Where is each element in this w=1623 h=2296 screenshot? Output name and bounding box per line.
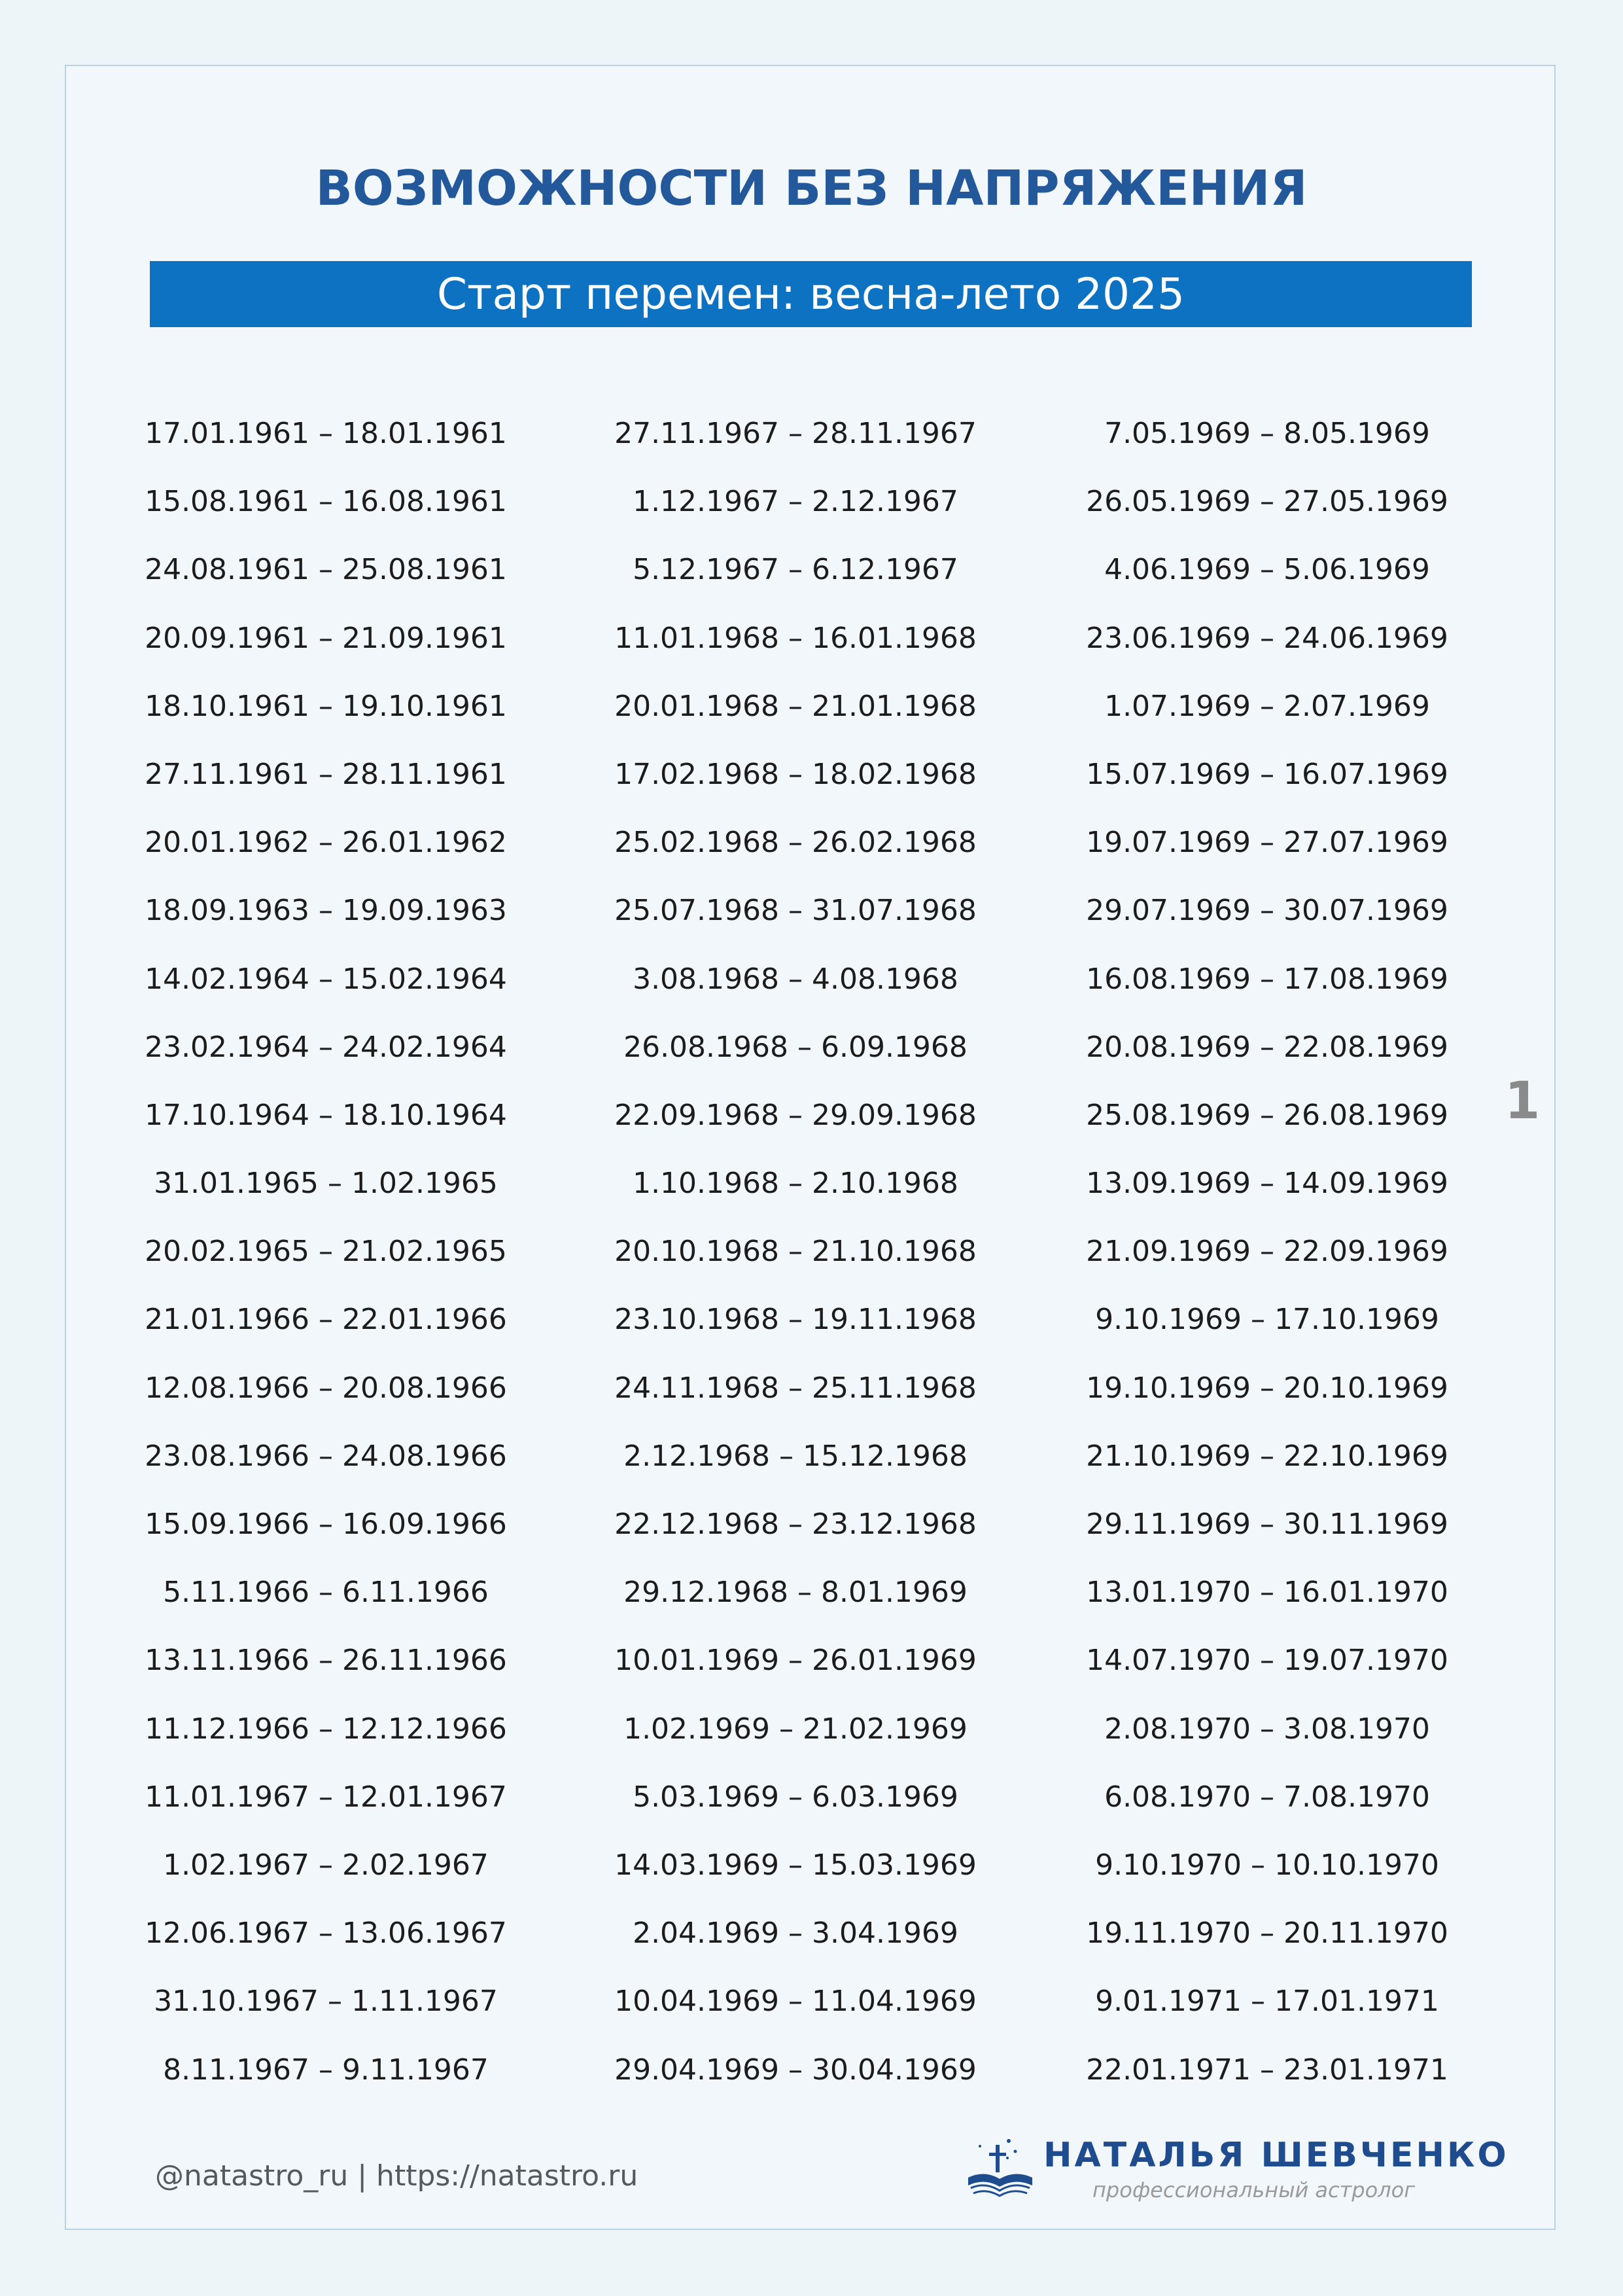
date-range-item: 23.06.1969 – 24.06.1969 — [1086, 621, 1448, 655]
date-range-item: 29.07.1969 – 30.07.1969 — [1086, 894, 1448, 928]
date-range-item: 14.02.1964 – 15.02.1964 — [145, 962, 507, 996]
date-range-item: 20.08.1969 – 22.08.1969 — [1086, 1030, 1448, 1064]
page-number: 1 — [1505, 1072, 1541, 1131]
date-range-item: 23.08.1966 – 24.08.1966 — [145, 1439, 507, 1473]
subtitle-banner: Старт перемен: весна-лето 2025 — [150, 261, 1472, 327]
date-range-item: 13.09.1969 – 14.09.1969 — [1086, 1167, 1448, 1201]
dates-column-2 — [612, 412, 979, 2117]
date-range-item: 9.01.1971 – 17.01.1971 — [1095, 1985, 1439, 2019]
date-range-item: 22.09.1968 – 29.09.1968 — [614, 1098, 977, 1132]
date-range-item: 2.12.1968 – 15.12.1968 — [623, 1439, 968, 1473]
date-range-item: 2.08.1970 – 3.08.1970 — [1104, 1712, 1430, 1746]
date-range-item: 1.07.1969 – 2.07.1969 — [1104, 689, 1430, 723]
date-range-item: 27.11.1961 – 28.11.1961 — [145, 757, 507, 791]
date-range-item: 31.10.1967 – 1.11.1967 — [154, 1985, 498, 2019]
date-range-item: 16.08.1969 – 17.08.1969 — [1086, 962, 1448, 996]
date-range-item: 21.01.1966 – 22.01.1966 — [145, 1303, 507, 1337]
book-with-moon-and-stars-icon — [962, 2132, 1040, 2204]
date-range-item: 1.02.1969 – 21.02.1969 — [623, 1712, 968, 1746]
date-range-item: 24.11.1968 – 25.11.1968 — [614, 1371, 977, 1405]
date-range-item: 4.06.1969 – 5.06.1969 — [1104, 553, 1430, 587]
date-range-item: 18.10.1961 – 19.10.1961 — [145, 689, 507, 723]
date-range-item: 6.08.1970 – 7.08.1970 — [1104, 1780, 1430, 1814]
date-range-item: 19.10.1969 – 20.10.1969 — [1086, 1371, 1448, 1405]
date-range-item: 17.10.1964 – 18.10.1964 — [145, 1098, 507, 1132]
date-range-item: 21.09.1969 – 22.09.1969 — [1086, 1235, 1448, 1269]
date-range-item: 31.01.1965 – 1.02.1965 — [154, 1167, 498, 1201]
date-range-item: 11.01.1968 – 16.01.1968 — [614, 621, 977, 655]
date-range-item: 21.10.1969 – 22.10.1969 — [1086, 1439, 1448, 1473]
brand-logo — [962, 2132, 1509, 2204]
date-range-item: 17.01.1961 – 18.01.1961 — [145, 417, 507, 450]
date-range-item: 26.08.1968 – 6.09.1968 — [623, 1030, 968, 1064]
date-range-item: 5.03.1969 – 6.03.1969 — [633, 1780, 958, 1814]
date-range-item: 25.07.1968 – 31.07.1968 — [614, 894, 977, 928]
date-range-item: 22.01.1971 – 23.01.1971 — [1086, 2053, 1448, 2087]
date-range-item: 15.07.1969 – 16.07.1969 — [1086, 757, 1448, 791]
date-range-item: 25.08.1969 – 26.08.1969 — [1086, 1098, 1448, 1132]
date-range-item: 5.11.1966 – 6.11.1966 — [163, 1576, 489, 1610]
dates-column-3 — [1084, 412, 1450, 2117]
date-range-item: 13.01.1970 – 16.01.1970 — [1086, 1576, 1448, 1610]
date-range-item: 7.05.1969 – 8.05.1969 — [1104, 417, 1430, 450]
date-range-item: 10.04.1969 – 11.04.1969 — [614, 1985, 977, 2019]
date-range-item: 25.02.1968 – 26.02.1968 — [614, 826, 977, 860]
date-range-item: 20.02.1965 – 21.02.1965 — [145, 1235, 507, 1269]
date-range-item: 12.06.1967 – 13.06.1967 — [145, 1916, 507, 1951]
date-range-item: 13.11.1966 – 26.11.1966 — [145, 1644, 507, 1678]
date-range-item: 1.12.1967 – 2.12.1967 — [633, 485, 958, 519]
date-range-item: 5.12.1967 – 6.12.1967 — [633, 553, 958, 587]
date-range-item: 8.11.1967 – 9.11.1967 — [163, 2053, 489, 2087]
date-range-item: 1.02.1967 – 2.02.1967 — [163, 1848, 489, 1882]
date-range-item: 20.10.1968 – 21.10.1968 — [614, 1235, 977, 1269]
date-range-item: 14.03.1969 – 15.03.1969 — [614, 1848, 977, 1882]
date-range-item: 18.09.1963 – 19.09.1963 — [145, 894, 507, 928]
date-range-item: 20.09.1961 – 21.09.1961 — [145, 621, 507, 655]
date-range-item: 14.07.1970 – 19.07.1970 — [1086, 1644, 1448, 1678]
date-range-item: 1.10.1968 – 2.10.1968 — [633, 1167, 958, 1201]
footer-links: @natastro_ru | https://natastro.ru — [155, 2159, 638, 2193]
date-range-item: 27.11.1967 – 28.11.1967 — [614, 417, 977, 450]
date-range-item: 17.02.1968 – 18.02.1968 — [614, 757, 977, 791]
date-range-item: 20.01.1962 – 26.01.1962 — [145, 826, 507, 860]
date-range-item: 29.11.1969 – 30.11.1969 — [1086, 1508, 1448, 1541]
date-range-item: 15.08.1961 – 16.08.1961 — [145, 485, 507, 519]
date-range-item: 26.05.1969 – 27.05.1969 — [1086, 485, 1448, 519]
date-range-item: 15.09.1966 – 16.09.1966 — [145, 1508, 507, 1541]
logo-tagline: профессиональный астролог — [1092, 2178, 1415, 2202]
logo-name: НАТАЛЬЯ ШЕВЧЕНКО — [1043, 2136, 1509, 2175]
date-range-item: 10.01.1969 – 26.01.1969 — [614, 1644, 977, 1678]
date-range-item: 11.01.1967 – 12.01.1967 — [145, 1780, 507, 1814]
date-range-item: 12.08.1966 – 20.08.1966 — [145, 1371, 507, 1405]
date-range-item: 20.01.1968 – 21.01.1968 — [614, 689, 977, 723]
date-range-item: 2.04.1969 – 3.04.1969 — [633, 1916, 958, 1951]
date-range-item: 3.08.1968 – 4.08.1968 — [633, 962, 958, 996]
date-range-item: 19.11.1970 – 20.11.1970 — [1086, 1916, 1448, 1951]
date-range-item: 9.10.1970 – 10.10.1970 — [1095, 1848, 1439, 1882]
dates-column-1 — [143, 412, 509, 2117]
date-range-item: 29.12.1968 – 8.01.1969 — [623, 1576, 968, 1610]
date-range-item: 24.08.1961 – 25.08.1961 — [145, 553, 507, 587]
date-range-item: 19.07.1969 – 27.07.1969 — [1086, 826, 1448, 860]
date-range-item: 23.02.1964 – 24.02.1964 — [145, 1030, 507, 1064]
page-title: ВОЗМОЖНОСТИ БЕЗ НАПРЯЖЕНИЯ — [315, 160, 1308, 217]
date-range-item: 22.12.1968 – 23.12.1968 — [614, 1508, 977, 1541]
date-range-item: 23.10.1968 – 19.11.1968 — [614, 1303, 977, 1337]
date-range-item: 11.12.1966 – 12.12.1966 — [145, 1712, 507, 1746]
date-range-item: 9.10.1969 – 17.10.1969 — [1095, 1303, 1439, 1337]
date-range-item: 29.04.1969 – 30.04.1969 — [614, 2053, 977, 2087]
